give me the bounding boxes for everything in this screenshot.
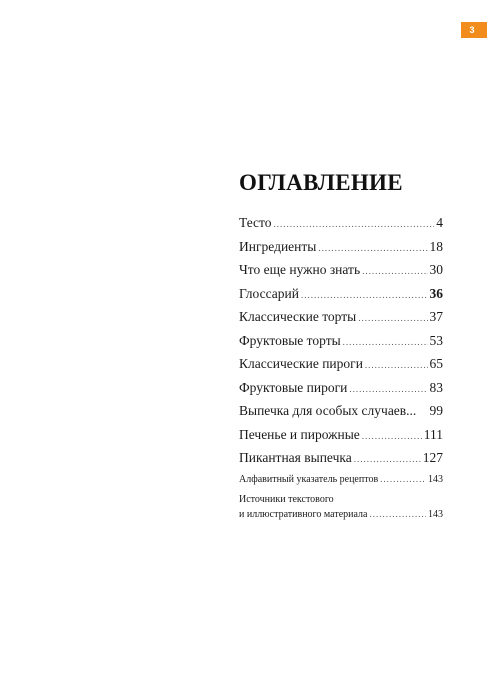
toc-entry-label: Глоссарий <box>239 285 299 301</box>
toc-entry-page: 30 <box>429 262 443 277</box>
table-of-contents <box>239 170 443 522</box>
toc-entry-fruit-cakes[interactable] <box>239 329 443 353</box>
toc-entry-label: Классические торты <box>239 309 357 324</box>
toc-leader-dots <box>362 260 427 284</box>
toc-entry-sources[interactable] <box>239 492 443 522</box>
toc-entry-page: 53 <box>429 332 443 348</box>
toc-leader-dots <box>301 284 428 308</box>
toc-entry-label: Что еще нужно знать <box>239 262 361 277</box>
toc-leader-dots <box>365 354 428 378</box>
toc-leader-dots <box>369 507 426 522</box>
toc-entry-label: Фруктовые пироги <box>239 379 348 395</box>
toc-entry-page: 83 <box>429 379 443 395</box>
toc-list <box>239 211 443 522</box>
toc-entry-what-else[interactable] <box>239 258 443 282</box>
page-number-badge: 3 <box>461 22 487 38</box>
toc-entry-cookies[interactable] <box>239 423 443 447</box>
toc-entry-label: Выпечка для особых случаев... <box>239 403 417 418</box>
toc-title: ОГЛАВЛЕНИЕ <box>239 170 403 195</box>
toc-entry-label: Ингредиенты <box>239 238 317 254</box>
toc-leader-dots <box>362 425 422 449</box>
toc-leader-dots <box>380 471 426 488</box>
toc-entry-page: 143 <box>428 508 443 520</box>
toc-entry-label: Тесто <box>239 215 272 230</box>
toc-entry-dough[interactable] <box>239 211 443 235</box>
toc-entry-sources-line2 <box>239 507 443 522</box>
toc-entry-page: 143 <box>428 473 443 485</box>
toc-leader-dots <box>274 213 435 237</box>
toc-leader-dots <box>349 378 427 402</box>
toc-entry-ingredients[interactable] <box>239 235 443 259</box>
toc-entry-classic-cakes[interactable] <box>239 305 443 329</box>
toc-entry-glossary[interactable] <box>239 282 443 306</box>
toc-entry-recipe-index[interactable] <box>239 471 443 488</box>
toc-entry-page: 37 <box>429 309 443 324</box>
toc-entry-label: Классические пироги <box>239 356 363 371</box>
toc-entry-label: Алфавитный указатель рецептов <box>239 473 379 485</box>
toc-entry-label-line1: Источники текстового <box>239 493 334 505</box>
toc-entry-page: 36 <box>429 285 443 301</box>
toc-entry-savory[interactable] <box>239 446 443 470</box>
toc-entry-page: 65 <box>429 356 443 371</box>
toc-entry-classic-pies[interactable] <box>239 352 443 376</box>
toc-entry-label: Печенье и пирожные <box>239 426 360 442</box>
toc-entry-page: 127 <box>422 450 443 465</box>
toc-leader-dots <box>343 331 428 355</box>
toc-entry-page: 111 <box>423 426 443 442</box>
toc-entry-special-occasions[interactable] <box>239 399 443 423</box>
toc-entry-fruit-pies[interactable] <box>239 376 443 400</box>
toc-entry-page: 18 <box>429 238 443 254</box>
toc-entry-page: 99 <box>429 403 443 418</box>
toc-leader-dots <box>358 307 427 331</box>
toc-leader-dots <box>354 448 421 472</box>
toc-entry-label: Пикантная выпечка <box>239 450 352 465</box>
toc-leader-dots <box>318 237 427 261</box>
toc-entry-page: 4 <box>436 215 443 230</box>
toc-entry-label-line2: и иллюстративного материала <box>239 508 368 520</box>
toc-entry-label: Фруктовые торты <box>239 332 341 348</box>
